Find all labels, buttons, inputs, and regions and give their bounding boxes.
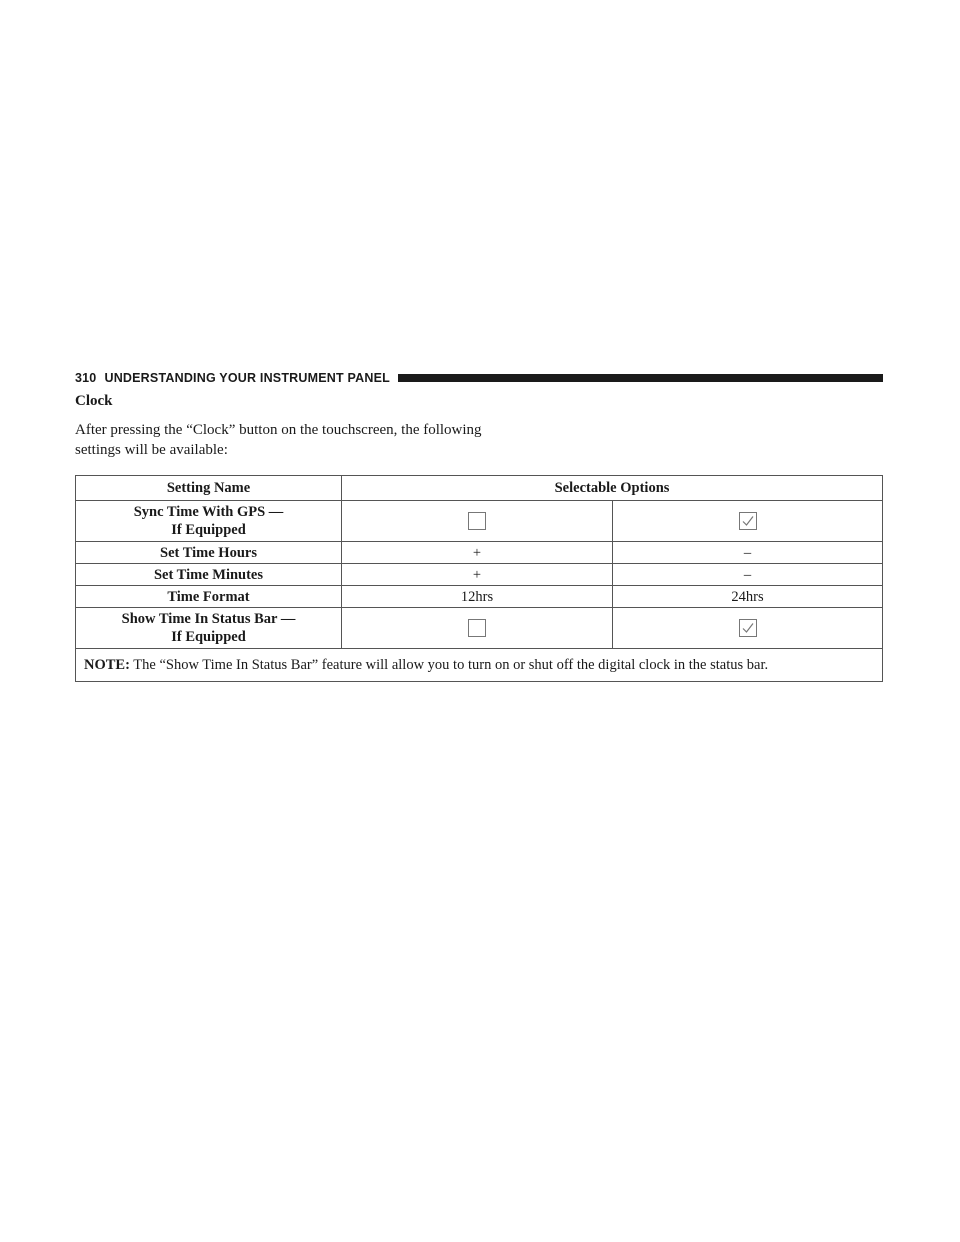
column-header-setting-name: Setting Name (76, 476, 342, 501)
note-label: NOTE: (84, 657, 130, 673)
table-row (76, 586, 883, 608)
table-row (76, 542, 883, 564)
option-cell (613, 608, 883, 649)
header-rule (398, 374, 883, 382)
clock-settings-table (75, 475, 883, 682)
setting-name-show-time-status-bar: Show Time In Status Bar — If Equipped (76, 608, 342, 649)
section-heading: Clock (75, 393, 113, 409)
option-24hrs: 24hrs (613, 586, 883, 608)
note-text: The “Show Time In Status Bar” feature will allow you to turn on or shut off the digital clock in the status bar. (133, 657, 769, 673)
checkbox-empty-icon (468, 512, 486, 530)
option-cell (613, 501, 883, 542)
section-title: UNDERSTANDING YOUR INSTRUMENT PANEL (104, 371, 390, 385)
option-12hrs: 12hrs (342, 586, 613, 608)
setting-name-set-time-minutes: Set Time Minutes (76, 564, 342, 586)
intro-paragraph: After pressing the “Clock” button on the touchscreen, the following settings will be available: (75, 422, 482, 458)
table-row (76, 501, 883, 542)
option-minus: – (613, 542, 883, 564)
table-header-row (76, 476, 883, 501)
setting-name-time-format: Time Format (76, 586, 342, 608)
setting-name-sync-time-gps: Sync Time With GPS — If Equipped (76, 501, 342, 542)
option-plus: + (342, 542, 613, 564)
note-cell (76, 649, 883, 682)
option-minus: – (613, 564, 883, 586)
page-header (75, 370, 883, 386)
option-cell (342, 501, 613, 542)
table-row (76, 608, 883, 649)
setting-name-set-time-hours: Set Time Hours (76, 542, 342, 564)
option-cell (342, 608, 613, 649)
option-plus: + (342, 564, 613, 586)
checkbox-checked-icon (739, 619, 757, 637)
page-number: 310 (75, 371, 97, 385)
column-header-selectable-options: Selectable Options (342, 476, 883, 501)
table-row (76, 564, 883, 586)
table-note-row (76, 649, 883, 682)
checkbox-empty-icon (468, 619, 486, 637)
checkbox-checked-icon (739, 512, 757, 530)
